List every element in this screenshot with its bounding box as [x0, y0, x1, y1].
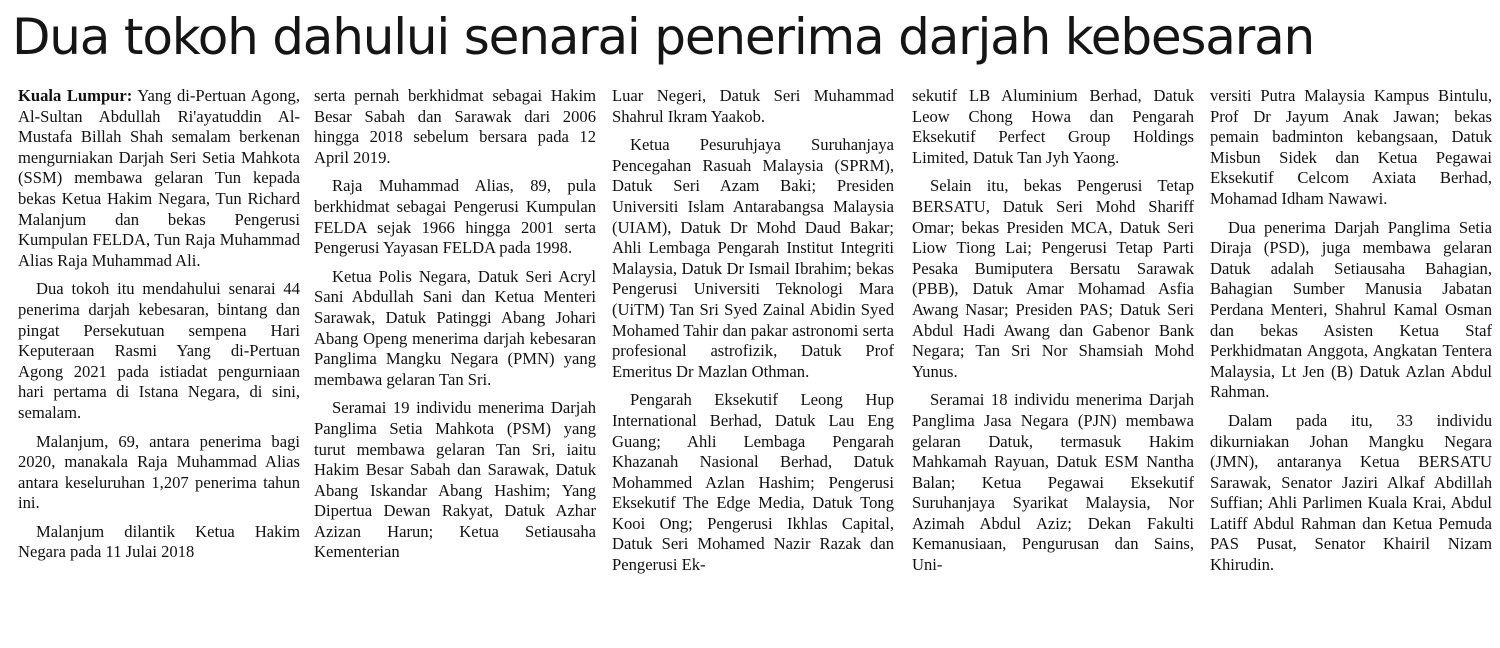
paragraph: Ketua Polis Negara, Datuk Seri Acryl Sani Abdullah Sani dan Ketua Menteri Sarawak, Datuk Patinggi Abang Johari Abang Openg menerima darjah kebesaran Panglima Mangku Negara (PMN) yang membawa gelaran Tan Sri.	[314, 266, 596, 389]
paragraph: serta pernah berkhidmat sebagai Hakim Besar Sabah dan Sarawak dari 2006 hingga 2018 sebelum bersara pada 12 April 2019.	[314, 86, 596, 167]
paragraph: Selain itu, bekas Pengerusi Tetap BERSATU, Datuk Seri Mohd Shariff Omar; bekas Presiden MCA, Datuk Seri Liow Tiong Lai; Pengerusi Tetap Parti Pesaka Bumiputera Bersatu Sarawak (PBB), Datuk Amar Mohamad Asfia Awang Nasar; Presiden PAS; Datuk Seri Abdul Hadi Awang dan Gabenor Bank Negara; Tan Sri Nor Shamsiah Mohd Yunus.	[912, 176, 1194, 381]
paragraph: Dua tokoh itu mendahului senarai 44 penerima darjah kebesaran, bintang dan pingat Persekutuan sempena Hari Keputeraan Rasmi Yang di-Pertuan Agong 2021 pada istiadat pengurniaan hari pertama di Istana Negara, di sini, semalam.	[18, 279, 300, 422]
paragraph: Pengarah Eksekutif Leong Hup International Berhad, Datuk Lau Eng Guang; Ahli Lembaga Pengarah Khazanah Nasional Berhad, Datuk Mohammed Azlan Hashim; Pengerusi Eksekutif The Edge Media, Datuk Tong Kooi Ong; Pengerusi Ikhlas Capital, Datuk Seri Mohamed Nazir Razak dan Pengerusi Ek-	[612, 390, 894, 575]
paragraph	[18, 86, 300, 271]
column-2	[314, 86, 596, 563]
paragraph: Seramai 19 individu menerima Darjah Panglima Setia Mahkota (PSM) yang turut membawa gelaran Tan Sri, iaitu Hakim Besar Sabah dan Sarawak, Datuk Abang Iskandar Abang Hashim; Yang Dipertua Dewan Rakyat, Datuk Azhar Azizan Harun; Ketua Setiausaha Kementerian	[314, 398, 596, 562]
paragraph: Malanjum dilantik Ketua Hakim Negara pada 11 Julai 2018	[18, 521, 300, 562]
paragraph: Raja Muhammad Alias, 89, pula berkhidmat sebagai Pengerusi Kumpulan FELDA sejak 1966 hingga 2001 serta Pengerusi Yayasan FELDA pada 1998.	[314, 176, 596, 258]
paragraph: Ketua Pesuruhjaya Suruhanjaya Pencegahan Rasuah Malaysia (SPRM), Datuk Seri Azam Baki; Presiden Universiti Islam Antarabangsa Malaysia (UIAM), Datuk Dr Mohd Daud Bakar; Ahli Lembaga Pengarah Institut Integriti Malaysia, Datuk Dr Ismail Ibrahim; bekas Pengerusi Universiti Teknologi Mara (UiTM) Tan Sri Syed Zainal Abidin Syed Mohamed Tahir dan pakar astronomi serta profesional astrofizik, Datuk Prof Emeritus Dr Mazlan Othman.	[612, 135, 894, 381]
paragraph: versiti Putra Malaysia Kampus Bintulu, Prof Dr Jayum Anak Jawan; bekas pemain badminton kebangsaan, Datuk Misbun Sidek dan Ketua Pegawai Eksekutif Celcom Axiata Berhad, Mohamad Idham Nawawi.	[1210, 86, 1492, 208]
paragraph: sekutif LB Aluminium Berhad, Datuk Leow Chong Howa dan Pengarah Eksekutif Perfect Group Holdings Limited, Datuk Tan Jyh Yaong.	[912, 86, 1194, 167]
paragraph: Dua penerima Darjah Panglima Setia Diraja (PSD), juga membawa gelaran Datuk adalah Setiausaha Bahagian, Bahagian Sumber Manusia Jabatan Perdana Menteri, Shahrul Kamal Osman dan bekas Asisten Ketua Staf Perkhidmatan Anggota, Angkatan Tentera Malaysia, Lt Jen (B) Datuk Azlan Abdul Rahman.	[1210, 217, 1492, 402]
paragraph: Seramai 18 individu menerima Darjah Panglima Jasa Negara (PJN) membawa gelaran Datuk, termasuk Hakim Mahkamah Rayuan, Datuk ESM Nantha Balan; Ketua Pegawai Eksekutif Suruhanjaya Syarikat Malaysia, Nor Azimah Abdul Aziz; Dekan Fakulti Kemanusiaan, Pengurusan dan Sains, Uni-	[912, 390, 1194, 575]
paragraph: Malanjum, 69, antara penerima bagi 2020, manakala Raja Muhammad Alias antara keseluruhan 1,207 penerima tahun ini.	[18, 431, 300, 513]
paragraph-text: Yang di-Pertuan Agong, Al-Sultan Abdullah Ri'ayatuddin Al-Mustafa Billah Shah semalam berkenan mengurniakan Darjah Seri Setia Mahkota (SSM) membawa gelaran Tun kepada bekas Ketua Hakim Negara, Tun Richard Malanjum dan bekas Pengerusi Kumpulan FELDA, Tun Raja Muhammad Alias Raja Muhammad Ali.	[18, 86, 300, 270]
dateline: Kuala Lumpur:	[18, 86, 133, 105]
column-4	[912, 86, 1194, 576]
headline: Dua tokoh dahului senarai penerima darjah kebesaran	[12, 8, 1315, 66]
column-3	[612, 86, 894, 576]
paragraph: Luar Negeri, Datuk Seri Muhammad Shahrul Ikram Yaakob.	[612, 86, 894, 126]
column-1	[18, 86, 300, 563]
column-5	[1210, 86, 1492, 576]
paragraph: Dalam pada itu, 33 individu dikurniakan Johan Mangku Negara (JMN), antaranya Ketua BERSATU Sarawak, Senator Jaziri Alkaf Abdillah Suffian; Ahli Parlimen Kuala Krai, Abdul Latiff Abdul Rahman dan Ketua Pemuda PAS Pusat, Senator Khairil Nizam Khirudin.	[1210, 410, 1492, 575]
